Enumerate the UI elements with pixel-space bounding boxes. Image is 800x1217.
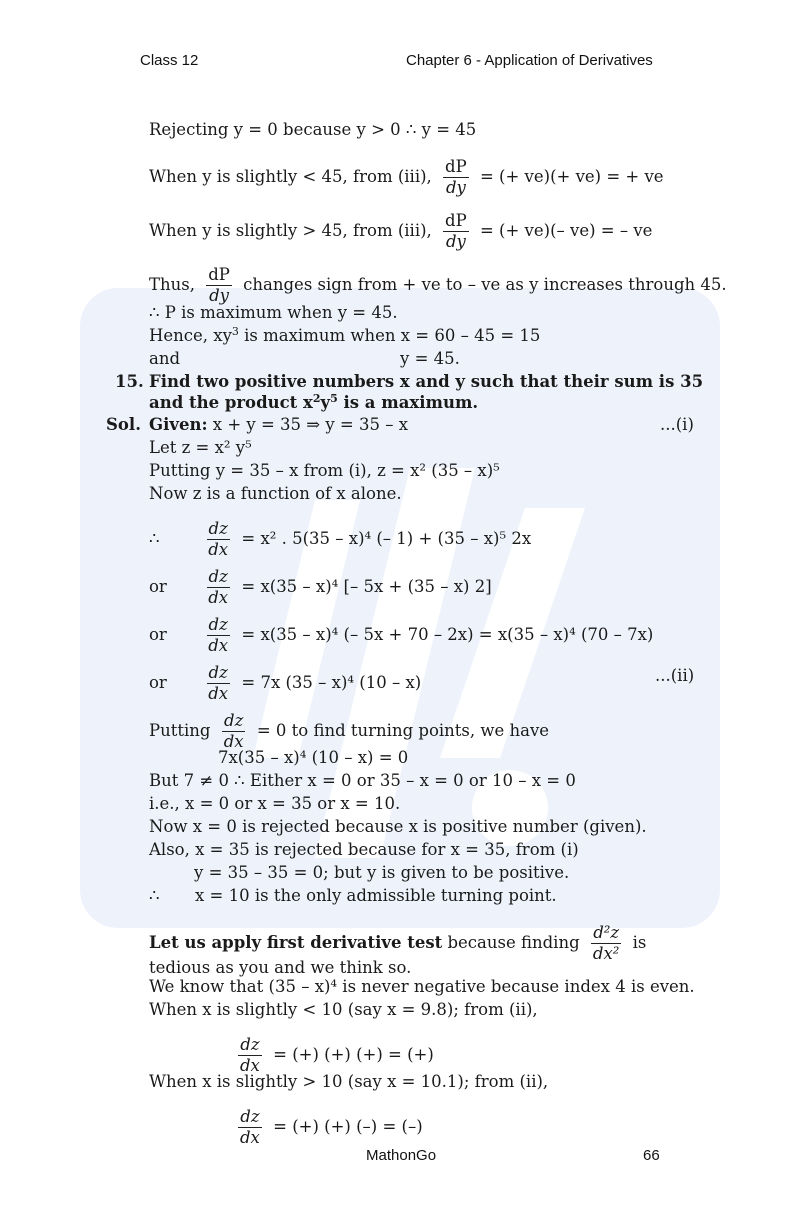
text: x + y = 35 ⇒ y = 35 – x [207,415,409,434]
fraction-d2z-dx2 [591,924,621,963]
text: or [149,673,167,693]
line-admissible [149,886,557,906]
text: is a maximum. [337,393,479,412]
numerator: dz [207,616,230,636]
line-and-value: y = 45. [400,349,460,368]
line-p-max: ∴ P is maximum when y = 45. [149,303,398,322]
line-sign-plus [232,1036,434,1075]
text: ∴ [149,529,160,549]
superscript: 2 [312,392,321,405]
line-we-know: We know that (35 – x)⁴ is never negative because index 4 is even. [149,977,695,996]
line-also: Also, x = 35 is rejected because for x = 35, from (i) [149,840,579,859]
text: Putting [149,721,211,741]
text: = (+) (+) (–) = (–) [273,1117,423,1137]
denominator: dx [208,540,229,560]
line-and: and [149,349,181,368]
fraction-dz-dx [238,1108,262,1147]
text: or [149,577,167,597]
numerator: dz [207,568,230,588]
line-but: But 7 ≠ 0 ∴ Either x = 0 or 35 – x = 0 or 10 – x = 0 [149,771,576,790]
line-tedious: tedious as you and we think so. [149,958,412,977]
eq-ref-i: ...(i) [660,415,694,434]
line-putting: Putting y = 35 – x from (i), z = x² (35 – x)⁵ [149,461,500,480]
question-line-1: Find two positive numbers x and y such that their sum is 35 [149,372,704,391]
text: is [632,933,647,953]
text: Given: [149,415,208,434]
line-equation-zero: 7x(35 – x)⁴ (10 – x) = 0 [218,748,409,767]
superscript: 3 [231,325,239,338]
text: Hence, xy [149,326,232,345]
line-ie: i.e., x = 0 or x = 35 or x = 10. [149,794,401,813]
line-slightly-greater [149,212,652,251]
text: When y is slightly < 45, from (iii), [149,167,432,187]
text: = (+ ve)(+ ve) = + ve [479,167,664,187]
eq-ref-ii: ...(ii) [655,666,695,685]
header-chapter: Chapter 6 - Application of Derivatives [406,52,653,69]
numerator: dz [238,1036,261,1056]
line-rejecting: Rejecting y = 0 because y > 0 ∴ y = 45 [149,120,477,139]
denominator: dy [445,178,466,198]
text: = (+ ve)(– ve) = – ve [479,221,653,241]
fraction-dz-dx [206,616,230,655]
line-let: Let z = x² y⁵ [149,438,252,457]
text: x = 10 is the only admissible turning point. [195,886,557,905]
line-greater-10: When x is slightly > 10 (say x = 10.1); from (ii), [149,1072,549,1091]
line-given [149,415,408,435]
fraction-dz-dx [206,664,230,703]
text: = x² . 5(35 – x)⁴ (– 1) + (35 – x)⁵ 2x [241,529,532,549]
denominator: dx [208,684,229,704]
footer-brand: MathonGo [366,1147,437,1164]
line-sign-minus [232,1108,423,1147]
line-eq-4 [149,664,421,703]
question-line-2 [149,393,478,413]
superscript: 5 [330,392,338,405]
fraction-dz-dx [238,1036,262,1075]
line-putting-zero [149,712,549,751]
text: = x(35 – x)⁴ (– 5x + 70 – 2x) = x(35 – x)⁴ (70 – 7x) [241,625,654,645]
line-hence [149,326,540,346]
text: because finding [442,933,580,953]
denominator: dx [208,588,229,608]
numerator: dP [206,266,232,286]
text: Let us apply first derivative test [149,933,443,953]
line-now: Now x = 0 is rejected because x is positive number (given). [149,817,647,836]
page-number: 66 [643,1147,660,1164]
denominator: dx [240,1056,260,1076]
header-class: Class 12 [140,52,199,69]
text: = (+) (+) (+) = (+) [273,1045,434,1065]
text: ∴ [149,886,160,905]
numerator: d²z [591,924,621,944]
numerator: dz [222,712,245,732]
text: Thus, [149,275,195,295]
denominator: dx [240,1128,260,1148]
line-thus [149,266,727,305]
line-function: Now z is a function of x alone. [149,484,402,503]
text: = 7x (35 – x)⁴ (10 – x) [241,673,422,693]
text: = 0 to find turning points, we have [256,721,550,741]
line-eq-1 [149,520,531,559]
text: and the product x [149,393,313,412]
denominator: dy [445,232,466,252]
line-y-zero: y = 35 – 35 = 0; but y is given to be positive. [194,863,570,882]
numerator: dz [207,520,230,540]
line-eq-2 [149,568,492,607]
text: is maximum when x = 60 – 45 = 15 [238,326,541,345]
denominator: dx [223,732,244,752]
question-number: 15. [115,372,144,391]
line-less-10: When x is slightly < 10 (say x = 9.8); from (ii), [149,1000,538,1019]
text: or [149,625,167,645]
numerator: dz [207,664,230,684]
fraction-dP-dy [443,158,469,197]
numerator: dz [238,1108,261,1128]
line-eq-3 [149,616,653,655]
numerator: dP [443,212,469,232]
text: y [320,393,331,412]
fraction-dP-dy [206,266,232,305]
solution-label: Sol. [106,415,141,434]
text: When y is slightly > 45, from (iii), [149,221,432,241]
denominator: dy [209,286,230,306]
line-slightly-less [149,158,664,197]
numerator: dP [443,158,469,178]
text: = x(35 – x)⁴ [– 5x + (35 – x) 2] [241,577,492,597]
fraction-dP-dy [443,212,469,251]
fraction-dz-dx [206,568,230,607]
text: changes sign from + ve to – ve as y increases through 45. [243,275,727,295]
denominator: dx² [592,944,620,964]
denominator: dx [208,636,229,656]
fraction-dz-dx [206,520,230,559]
fraction-dz-dx [222,712,246,751]
